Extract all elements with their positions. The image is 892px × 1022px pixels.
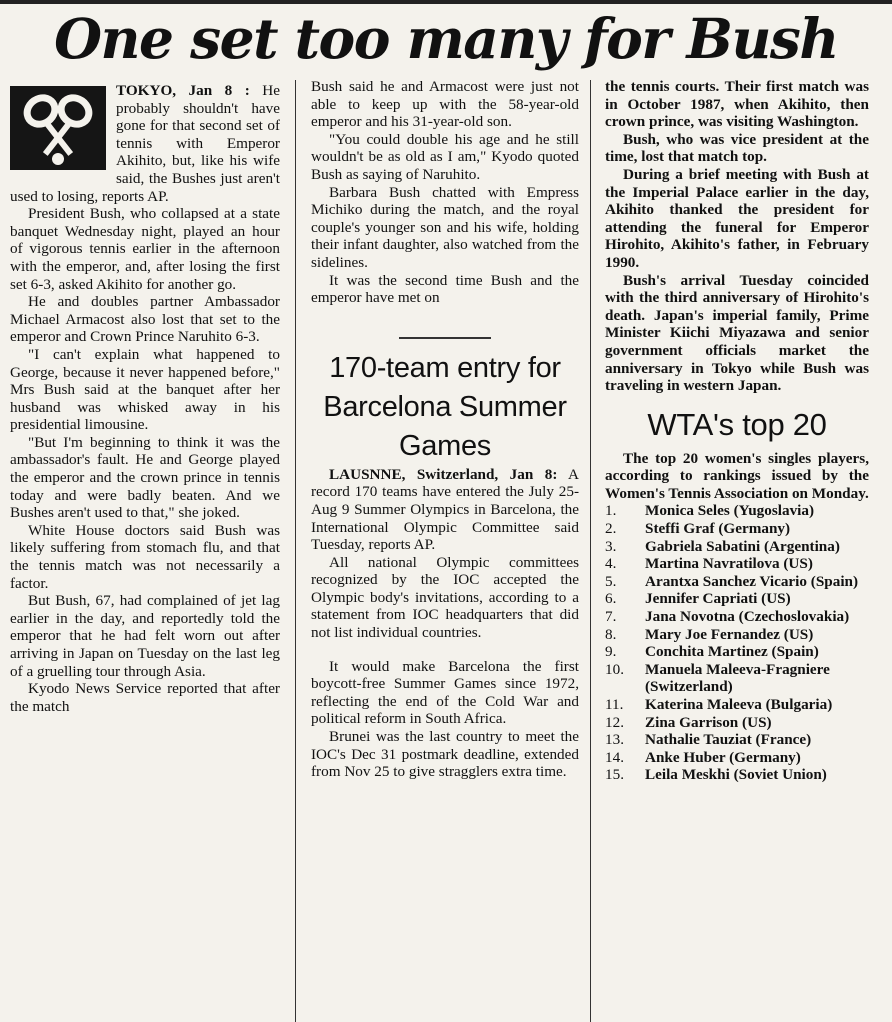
section-divider (399, 337, 491, 339)
column-rule-1 (295, 80, 296, 1022)
ranking-item: 15. Leila Meskhi (Soviet Union) (605, 766, 827, 784)
main-story-paragraph: TOKYO, Jan 8 : He probably shouldn't have gone for that second set of tennis with Emperor Akihito, but, like his wife said, the Bushes just aren't used to losing, reports AP. (10, 82, 280, 205)
main-story-paragraph: President Bush, who collapsed at a state banquet Wednesday night, played an hour of vigorous tennis earlier in the afternoon with the emperor, and, after losing the first set 6-3, asked Akihito for another go. (10, 205, 280, 293)
ranking-item: 14. Anke Huber (Germany) (605, 748, 801, 766)
paragraph-gap (311, 642, 579, 658)
barcelona-headline: 170-team entry for Barcelona Summer Games (323, 351, 567, 462)
main-story-paragraph: Bush said he and Armacost were just not able to keep up with the 58-year-old emperor and his 31-year-old son. (311, 78, 579, 131)
ranking-item: 7. Jana Novotna (Czechoslovakia) (605, 608, 850, 626)
main-story-paragraph: Kyodo News Service reported that after the match (10, 680, 280, 715)
column-3 (605, 78, 869, 1022)
main-story-paragraph: During a brief meeting with Bush at the Imperial Palace earlier in the day, Akihito thanked the president for attending the funeral for Emperor Hirohito, Akihito's father, in February 1990. (605, 165, 869, 271)
main-story-paragraph: the tennis courts. Their first match was in October 1987, when Akihito, then crown prince, was visiting Washington. (605, 78, 869, 131)
main-story-paragraph: "You could double his age and he still wouldn't be as old as I am," Kyodo quoted Bush as saying of Naruhito. (311, 130, 579, 183)
main-story-paragraph: Barbara Bush chatted with Empress Michiko during the match, and the royal couple's younger son and his wife, holding their infant daughter, also watched from the sidelines. (311, 183, 579, 271)
ranking-item: 8. Mary Joe Fernandez (US) (605, 625, 814, 643)
barcelona-paragraph: LAUSNNE, Switzerland, Jan 8: A record 170 teams have entered the July 25-Aug 9 Summer Olympics in Barcelona, the International Olympic Committee said Tuesday, reports AP. (311, 465, 579, 554)
ranking-item: 11. Katerina Maleeva (Bulgaria) (605, 696, 833, 713)
ranking-item: 12. Zina Garrison (US) (605, 713, 772, 731)
barcelona-paragraph: All national Olympic committees recognized by the IOC accepted the Olympic body's invitations, according to a statement from IOC headquarters that did not list individual countries. (311, 553, 579, 642)
barcelona-paragraph: It would make Barcelona the first boycott-free Summer Games since 1972, reflecting the end of the Cold War and political reform in South Africa. (311, 657, 579, 728)
wta-headline: WTA's top 20 (647, 406, 827, 442)
ranking-item: 4. Martina Navratilova (US) (605, 555, 813, 573)
ranking-item: 5. Arantxa Sanchez Vicario (Spain) (605, 572, 859, 590)
main-story-paragraph: But Bush, 67, had complained of jet lag earlier in the day, and reportedly told the emperor that he had felt worn out after arriving in Japan on Tuesday on the last leg of a gruelling tour through Asia. (10, 592, 280, 680)
wta-rankings-list (605, 502, 869, 784)
main-story-paragraph: He and doubles partner Ambassador Michael Armacost also lost that set to the emperor and Crown Prince Naruhito 6-3. (10, 293, 280, 346)
main-story-paragraph: Bush, who was vice president at the time, lost that match top. (605, 130, 869, 166)
column-2 (311, 78, 579, 1022)
ranking-item: 10. Manuela Maleeva-Fragniere (Switzerland) (605, 660, 830, 696)
main-story-column-1 (10, 82, 280, 1022)
ranking-item: 6. Jennifer Capriati (US) (605, 590, 791, 608)
ranking-item: 13. Nathalie Tauziat (France) (605, 731, 812, 749)
ranking-item: 2. Steffi Graf (Germany) (605, 520, 791, 538)
main-story-paragraph: "I can't explain what happened to George, because it never happened before," Mrs Bush said at the banquet after her husband was whisked away in his presidential limousine. (10, 345, 280, 434)
main-story-paragraph: "But I'm beginning to think it was the ambassador's fault. He and George played the emperor and the crown prince in tennis today and were badly beaten. And we Bushes aren't used to that," she joked. (10, 433, 280, 522)
main-story-paragraph: White House doctors said Bush was likely suffering from stomach flu, and that the tennis match was not necessarily a factor. (10, 521, 280, 592)
ranking-item: 1. Monica Seles (Yugoslavia) (605, 502, 815, 520)
main-story-dateline: TOKYO, Jan 8 : (116, 82, 250, 99)
main-story-paragraph: Bush's arrival Tuesday coincided with the third anniversary of Hirohito's death. Japan's imperial family, Prime Minister Kiichi Miyazawa and senior government officials market the anniversary in Tokyo while Bush was traveling in western Japan. (605, 271, 869, 395)
main-headline: One set too many for Bush (54, 6, 838, 71)
ranking-item: 9. Conchita Martinez (Spain) (605, 643, 819, 661)
wta-intro: The top 20 women's singles players, according to rankings issued by the Women's Tennis Association on Monday. (605, 449, 869, 502)
crossed-tennis-rackets-icon (10, 86, 106, 170)
column-rule-2 (590, 80, 591, 1022)
ranking-item: 3. Gabriela Sabatini (Argentina) (605, 537, 840, 555)
barcelona-dateline: LAUSNNE, Switzerland, Jan 8: (329, 465, 558, 483)
barcelona-paragraph: Brunei was the last country to meet the IOC's Dec 31 postmark deadline, extended from Nov 25 to give stragglers extra time. (311, 728, 579, 781)
main-story-paragraph: It was the second time Bush and the emperor have met on (311, 271, 579, 307)
